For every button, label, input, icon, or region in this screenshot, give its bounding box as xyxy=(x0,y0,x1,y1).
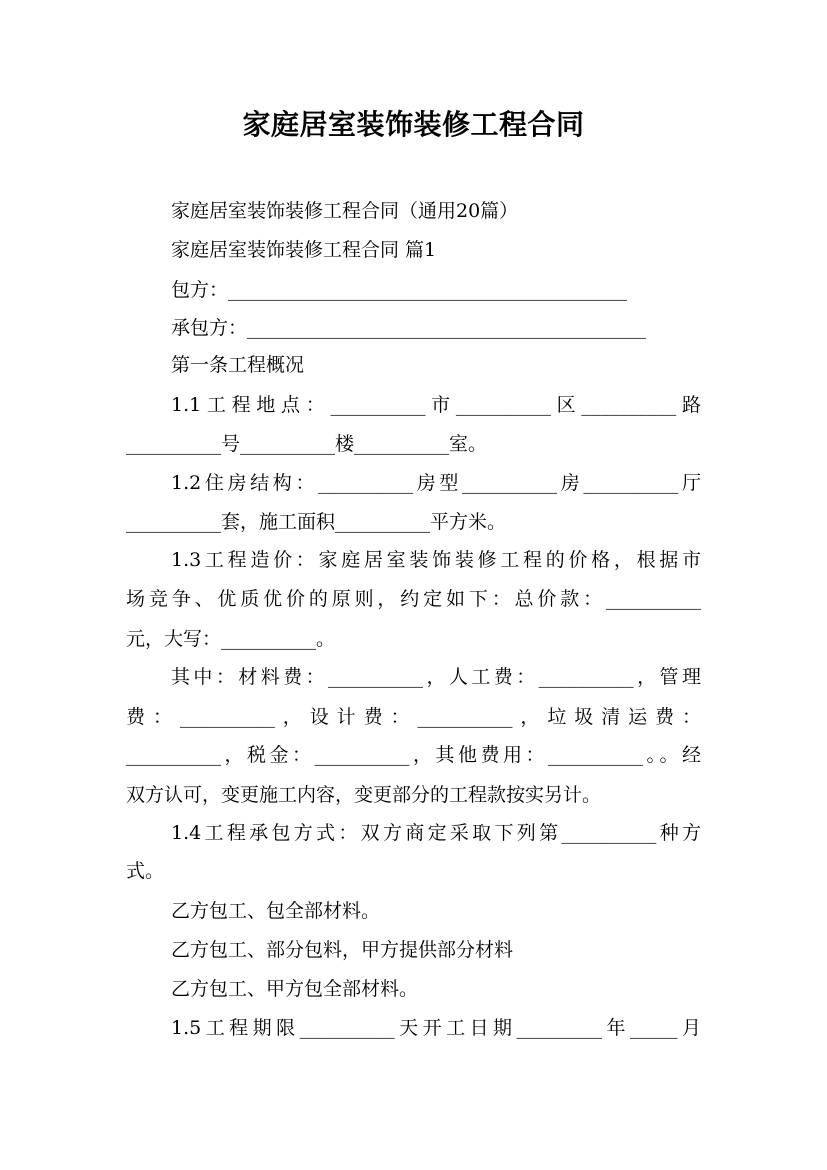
paragraph-line: 1.3工程造价：家庭居室装饰装修工程的价格，根据市 xyxy=(171,549,701,571)
party-b-line: 承包方：__________________________________________ xyxy=(171,317,647,339)
paragraph-line: 双方认可，变更施工内容，变更部分的工程款按实另计。 xyxy=(126,784,602,806)
document-title: 家庭居室装饰装修工程合同 xyxy=(242,108,585,141)
paragraph-line: 式。 xyxy=(126,860,165,882)
article-heading: 第一条工程概况 xyxy=(171,354,305,376)
paragraph-line: 1.1工程地点：__________市__________区__________路 xyxy=(171,394,701,416)
option-line: 乙方包工、甲方包全部材料。 xyxy=(171,978,419,1000)
paragraph-line: 元，大写：__________。 xyxy=(126,628,336,650)
paragraph-line: 1.4工程承包方式：双方商定采取下列第__________种方 xyxy=(171,822,701,844)
paragraph-line: __________套，施工面积__________平方米。 xyxy=(126,511,507,533)
option-line: 乙方包工、包全部材料。 xyxy=(171,900,381,922)
paragraph-line: 场竞争、优质优价的原则，约定如下：总价款：__________ xyxy=(126,588,701,610)
paragraph-line: 其中：材料费：__________，人工费：__________，管理 xyxy=(171,666,701,688)
paragraph-line: 1.5工程期限__________天开工日期_________年_____月 xyxy=(171,1017,701,1039)
paragraph-line: __________号__________楼__________室。 xyxy=(126,433,488,455)
party-a-line: 包方：__________________________________________ xyxy=(171,279,628,301)
section-heading: 家庭居室装饰装修工程合同 篇1 xyxy=(171,239,437,261)
paragraph-line: __________，税金：__________，其他费用：__________。。经 xyxy=(126,744,701,766)
subtitle-line: 家庭居室装饰装修工程合同（通用20篇） xyxy=(171,200,519,222)
paragraph-line: 费：__________，设计费：__________，垃圾清运费： xyxy=(126,706,701,728)
paragraph-line: 1.2住房结构：__________房型__________房__________厅 xyxy=(171,472,701,494)
option-line: 乙方包工、部分包料，甲方提供部分材料 xyxy=(171,939,514,961)
